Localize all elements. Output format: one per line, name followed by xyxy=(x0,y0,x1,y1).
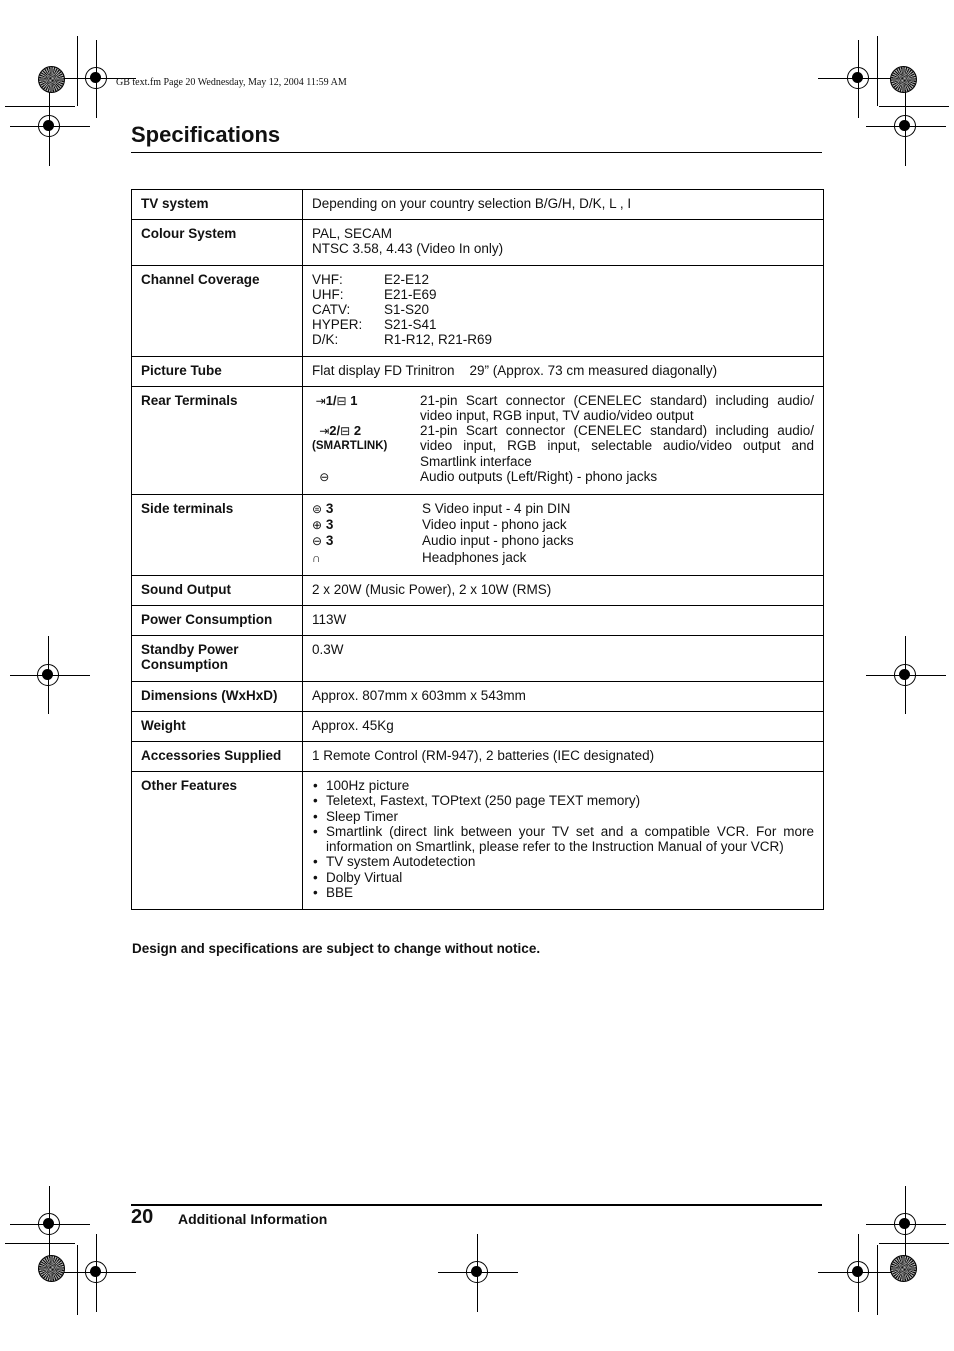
spec-label: Weight xyxy=(132,711,303,741)
list-item: • Sleep Timer xyxy=(312,809,814,824)
audio-in-icon: ⊖ xyxy=(312,534,323,549)
table-row xyxy=(132,711,824,741)
table-row xyxy=(132,772,824,910)
band-name: VHF: xyxy=(312,271,343,287)
spec-value xyxy=(303,386,824,494)
spec-value xyxy=(303,265,824,356)
channel-band-row xyxy=(312,272,814,287)
table-row xyxy=(132,220,824,265)
table-row xyxy=(132,606,824,636)
rear-terminal-row xyxy=(312,469,814,485)
spec-label: Rear Terminals xyxy=(132,386,303,494)
spec-label: TV system xyxy=(132,190,303,220)
band-range: R1-R12, R21-R69 xyxy=(384,332,493,348)
list-item: • Dolby Virtual xyxy=(312,870,814,885)
list-item: • Teletext, Fastext, TOPtext (250 page TEXT memory) xyxy=(312,793,814,808)
spec-value: 2 x 20W (Music Power), 2 x 10W (RMS) xyxy=(303,575,824,605)
spec-value: Approx. 45Kg xyxy=(303,711,824,741)
terminal-key xyxy=(312,469,420,485)
color-wheel-icon xyxy=(890,1255,917,1282)
channel-band-row xyxy=(312,302,814,317)
channel-band-row xyxy=(312,317,814,332)
spec-value: Approx. 807mm x 603mm x 543mm xyxy=(303,681,824,711)
spec-label: Picture Tube xyxy=(132,356,303,386)
table-row xyxy=(132,190,824,220)
band-range: S21-S41 xyxy=(384,317,437,333)
spec-value xyxy=(303,772,824,910)
registration-mark-icon xyxy=(466,1261,488,1283)
list-item: • BBE xyxy=(312,885,814,900)
features-list xyxy=(312,778,814,900)
terminal-key: ⇥2/⊟ 2 (SMARTLINK) xyxy=(312,423,420,469)
list-item: • TV system Autodetection xyxy=(312,854,814,869)
band-name: D/K: xyxy=(312,332,339,348)
color-wheel-icon xyxy=(38,66,65,93)
color-wheel-icon xyxy=(890,66,917,93)
spec-label: Sound Output xyxy=(132,575,303,605)
side-terminal-row: ⊜ 3 S Video input - 4 pin DIN xyxy=(312,501,571,517)
footer-rule xyxy=(131,1204,822,1206)
rear-terminal-row xyxy=(312,423,814,469)
footnote: Design and specifications are subject to change without notice. xyxy=(132,941,541,956)
scart-connector-icon: ⊟ xyxy=(340,424,351,439)
list-item: • 100Hz picture xyxy=(312,778,814,793)
spec-value xyxy=(303,220,824,265)
registration-mark-icon xyxy=(894,1213,916,1235)
audio-out-icon: ⊖ xyxy=(319,469,330,484)
channel-band-row xyxy=(312,332,814,347)
spec-value xyxy=(303,495,824,576)
table-row xyxy=(132,681,824,711)
section-name: Additional Information xyxy=(178,1211,328,1227)
colour-system-line: PAL, SECAM xyxy=(312,226,393,242)
terminal-desc: 21-pin Scart connector (CENELEC standard) including audio/ video input, RGB input, TV audio/video output xyxy=(420,392,814,424)
scart-in-out-icon: ⇥ xyxy=(315,393,326,408)
terminal-desc: Headphones jack xyxy=(422,549,527,565)
table-row xyxy=(132,495,824,576)
terminal-desc: Video input - phono jack xyxy=(422,517,567,533)
table-row xyxy=(132,386,824,494)
terminal-desc: Audio outputs (Left/Right) - phono jacks xyxy=(420,468,658,484)
registration-mark-icon xyxy=(85,1261,107,1283)
title-rule xyxy=(131,152,822,153)
registration-mark-icon xyxy=(894,664,916,686)
video-in-icon: ⊕ xyxy=(312,518,323,533)
registration-mark-icon xyxy=(37,664,59,686)
spec-label: Channel Coverage xyxy=(132,265,303,356)
band-name: CATV: xyxy=(312,302,351,318)
band-range: E21-E69 xyxy=(384,286,437,302)
spec-label: Standby Power Consumption xyxy=(132,636,303,681)
spec-value: 0.3W xyxy=(303,636,824,681)
specifications-table xyxy=(131,189,824,910)
colour-system-line: NTSC 3.58, 4.43 (Video In only) xyxy=(312,241,504,257)
color-wheel-icon xyxy=(38,1255,65,1282)
print-header-stamp: GB text.fm Page 20 Wednesday, May 12, 2004 11:59 AM xyxy=(116,77,347,88)
side-terminal-row: ⊖ 3 Audio input - phono jacks xyxy=(312,533,574,549)
spec-label: Power Consumption xyxy=(132,606,303,636)
side-terminal-row: ⊕ 3 Video input - phono jack xyxy=(312,517,567,533)
terminal-desc: S Video input - 4 pin DIN xyxy=(422,501,571,517)
terminal-desc: Audio input - phono jacks xyxy=(422,533,574,549)
smartlink-label: (SMARTLINK) xyxy=(312,440,388,453)
registration-mark-icon xyxy=(894,115,916,137)
headphones-icon: ∩ xyxy=(312,550,321,565)
rear-terminal-row xyxy=(312,393,814,423)
spec-label: Other Features xyxy=(132,772,303,910)
list-item: • Smartlink (direct link between your TV set and a compatible VCR. For more information on Smartlink, please refer to the Instruction Manual of your VCR) xyxy=(312,824,814,854)
table-row xyxy=(132,356,824,386)
band-range: S1-S20 xyxy=(384,302,430,318)
registration-mark-icon xyxy=(847,1261,869,1283)
table-row xyxy=(132,265,824,356)
terminal-key: ⇥1/⊟ 1 xyxy=(315,392,358,408)
band-range: E2-E12 xyxy=(384,271,430,287)
table-row xyxy=(132,742,824,772)
spec-label: Dimensions (WxHxD) xyxy=(132,681,303,711)
table-row xyxy=(132,575,824,605)
spec-label: Colour System xyxy=(132,220,303,265)
spec-value: 1 Remote Control (RM-947), 2 batteries (IEC designated) xyxy=(303,742,824,772)
band-name: UHF: xyxy=(312,286,344,302)
table-row xyxy=(132,636,824,681)
registration-mark-icon xyxy=(85,67,107,89)
scart-connector-icon: ⊟ xyxy=(336,393,347,408)
page-number: 20 xyxy=(131,1206,154,1228)
page-title: Specifications xyxy=(131,122,281,147)
side-terminal-row xyxy=(312,550,814,566)
terminal-desc: 21-pin Scart connector (CENELEC standard) including audio/ video input, RGB input, selectable audio/video output and Smartlink interface xyxy=(420,423,814,469)
registration-mark-icon xyxy=(847,67,869,89)
spec-label: Side terminals xyxy=(132,495,303,576)
registration-mark-icon xyxy=(38,1213,60,1235)
channel-band-row xyxy=(312,287,814,302)
scart-in-out-icon: ⇥ xyxy=(319,424,330,439)
spec-value: 113W xyxy=(303,606,824,636)
spec-label: Accessories Supplied xyxy=(132,742,303,772)
band-name: HYPER: xyxy=(312,317,363,333)
registration-mark-icon xyxy=(38,115,60,137)
spec-value: Depending on your country selection B/G/H, D/K, L , I xyxy=(303,190,824,220)
s-video-icon: ⊜ xyxy=(312,502,323,517)
spec-value: Flat display FD Trinitron 29” (Approx. 73 cm measured diagonally) xyxy=(303,356,824,386)
